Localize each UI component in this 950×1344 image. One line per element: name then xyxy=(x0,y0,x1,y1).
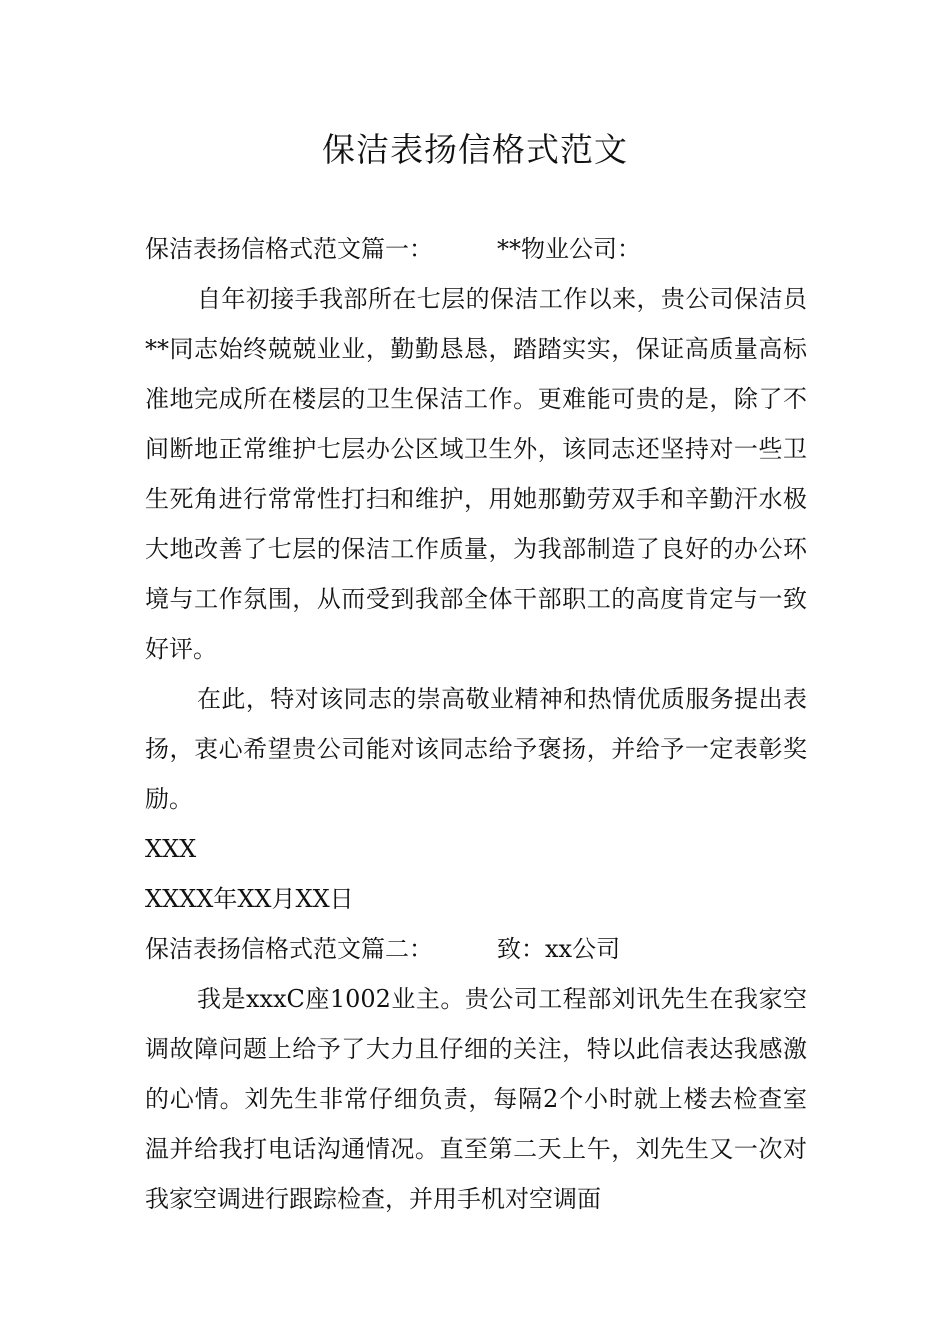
letter1-signature: XXX xyxy=(145,835,197,863)
document-body xyxy=(145,224,807,1224)
letter2-heading-line xyxy=(145,924,807,974)
letter2-heading: 保洁表扬信格式范文篇二： xyxy=(145,935,433,963)
letter1-heading: 保洁表扬信格式范文篇一： xyxy=(145,235,433,263)
letter2-paragraph-1: 我是xxxC座1002业主。贵公司工程部刘讯先生在我家空调故障问题上给予了大力且仔细的关注，特以此信表达我感激的心情。刘先生非常仔细负责，每隔2个小时就上楼去检查室温并给我打电话沟通情况。直至第二天上午，刘先生又一次对我家空调进行跟踪检查，并用手机对空调面 xyxy=(145,985,807,1213)
letter1-addressee: **物业公司： xyxy=(497,235,641,263)
document-title: 保洁表扬信格式范文 xyxy=(322,130,628,169)
letter1-date: XXXX年XX月XX日 xyxy=(145,885,354,913)
letter1-paragraph-1: 自年初接手我部所在七层的保洁工作以来，贵公司保洁员**同志始终兢兢业业，勤勤恳恳，踏踏实实，保证高质量高标准地完成所在楼层的卫生保洁工作。更难能可贵的是，除了不间断地正常维护七层办公区域卫生外，该同志还坚持对一些卫生死角进行常常性打扫和维护，用她那勤劳双手和辛勤汗水极大地改善了七层的保洁工作质量，为我部制造了良好的办公环境与工作氛围，从而受到我部全体干部职工的高度肯定与一致好评。 xyxy=(145,285,807,663)
letter2-addressee: 致：xx公司 xyxy=(497,935,621,963)
letter1-heading-line xyxy=(145,224,807,274)
letter1-paragraph-2: 在此，特对该同志的崇高敬业精神和热情优质服务提出表扬，衷心希望贵公司能对该同志给予褒扬，并给予一定表彰奖励。 xyxy=(145,685,807,813)
